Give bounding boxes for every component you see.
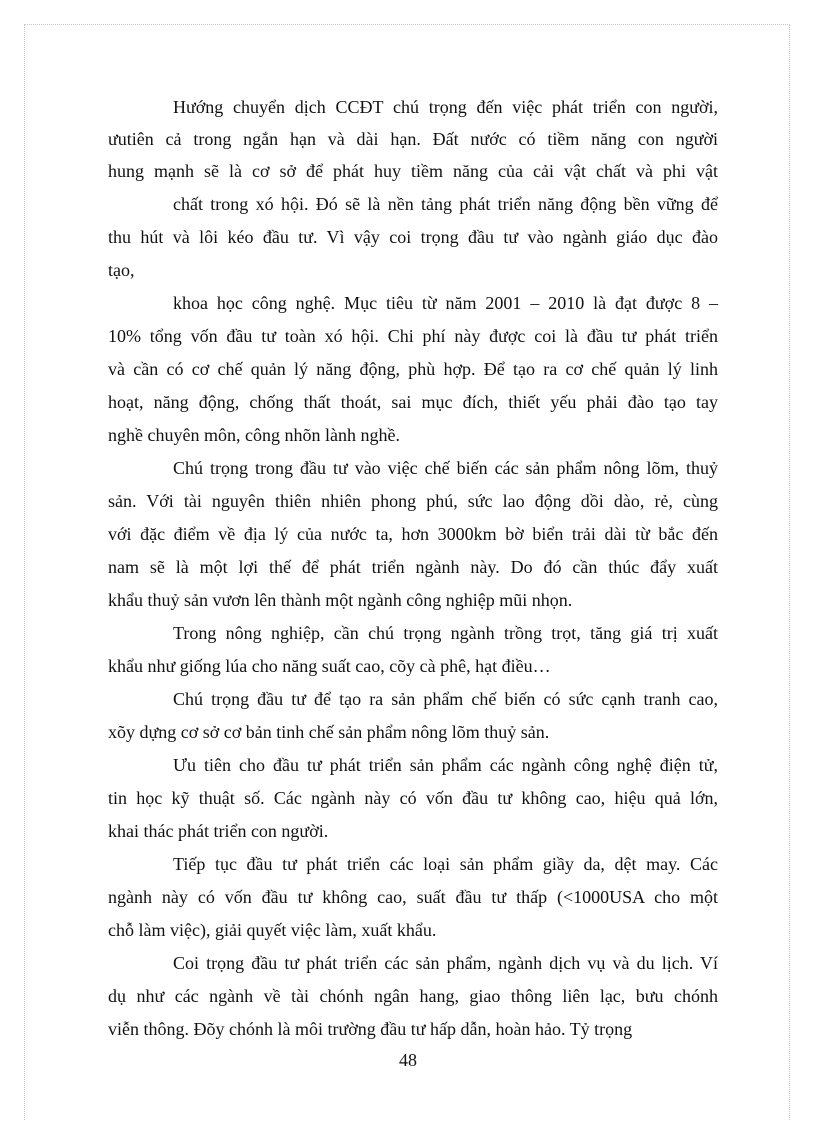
text-line: hung mạnh sẽ là cơ sở để phát huy tiềm năng của cải vật chất và phi vật	[108, 161, 718, 181]
text-line: khai thác phát triển con người.	[108, 821, 329, 841]
text-line: nam sẽ là một lợi thế để phát triển ngành này. Do đó cần thúc đẩy xuất	[108, 557, 718, 577]
text-line: chất trong xó hội. Đó sẽ là nền tảng phát triển năng động bền vững để	[173, 194, 718, 214]
text-line: ưutiên cả trong ngắn hạn và dài hạn. Đất nước có tiềm năng con người	[108, 129, 718, 149]
text-line: tin học kỹ thuật số. Các ngành này có vốn đầu tư không cao, hiệu quả lớn,	[108, 788, 718, 808]
text-line: xõy dựng cơ sở cơ bản tinh chế sản phẩm nông lõm thuỷ sản.	[108, 722, 550, 742]
text-line: Trong nông nghiệp, cần chú trọng ngành trồng trọt, tăng giá trị xuất	[173, 623, 718, 643]
text-line: nghề chuyên môn, công nhõn lành nghề.	[108, 425, 400, 445]
text-line: tạo,	[108, 260, 135, 280]
page-number: 48	[399, 1050, 417, 1070]
text-line: Chú trọng trong đầu tư vào việc chế biến các sản phẩm nông lõm, thuỷ	[173, 458, 718, 478]
text-line: khẩu thuỷ sản vươn lên thành một ngành công nghiệp mũi nhọn.	[108, 590, 573, 610]
text-line: Tiếp tục đầu tư phát triển các loại sản phẩm giầy da, dệt may. Các	[173, 854, 718, 874]
text-line: viễn thông. Đõy chónh là môi trường đầu tư hấp dẫn, hoàn hảo. Tỷ trọng	[108, 1019, 633, 1039]
text-line: và cần có cơ chế quản lý năng động, phù hợp. Để tạo ra cơ chế quản lý linh	[108, 359, 718, 379]
text-line: ngành này có vốn đầu tư không cao, suất đầu tư thấp (<1000USA cho một	[108, 887, 718, 907]
text-line: sản. Với tài nguyên thiên nhiên phong phú, sức lao động dồi dào, rẻ, cùng	[108, 491, 718, 511]
text-line: Chú trọng đầu tư để tạo ra sản phẩm chế biến có sức cạnh tranh cao,	[173, 689, 718, 709]
text-line: chỗ làm việc), giải quyết việc làm, xuất khẩu.	[108, 920, 437, 940]
text-line: Coi trọng đầu tư phát triển các sản phẩm, ngành dịch vụ và du lịch. Ví	[173, 953, 718, 973]
text-line: Ưu tiên cho đầu tư phát triển sản phẩm các ngành công nghệ điện tử,	[173, 755, 718, 775]
text-line: 10% tổng vốn đầu tư toàn xó hội. Chi phí này được coi là đầu tư phát triển	[108, 326, 718, 346]
text-line: Hướng chuyển dịch CCĐT chú trọng đến việc phát triển con người,	[173, 97, 718, 117]
text-line: khoa học công nghệ. Mục tiêu từ năm 2001 – 2010 là đạt được 8 –	[173, 293, 718, 313]
text-line: với đặc điểm về địa lý của nước ta, hơn 3000km bờ biển trải dài từ bắc đến	[108, 524, 718, 544]
text-line: khẩu như giống lúa cho năng suất cao, cõy cà phê, hạt điều…	[108, 656, 551, 676]
text-line: dụ như các ngành về tài chónh ngân hang, giao thông liên lạc, bưu chónh	[108, 986, 718, 1006]
text-line: thu hút và lôi kéo đầu tư. Vì vậy coi trọng đầu tư vào ngành giáo dục đào	[108, 227, 718, 247]
text-line: hoạt, năng động, chống thất thoát, sai mục đích, thiết yếu phải đào tạo tay	[108, 392, 718, 412]
